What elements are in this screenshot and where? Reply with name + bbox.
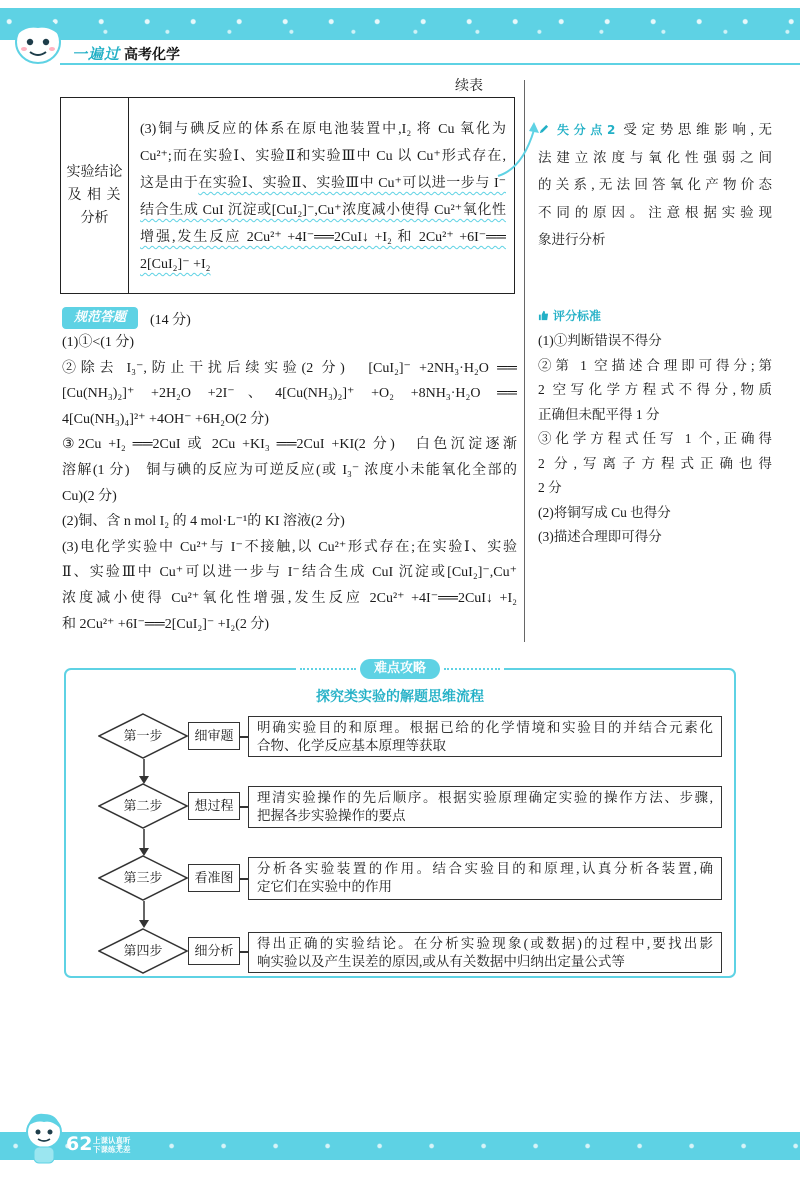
table-line-highlight: 结合生成 CuI 沉淀或[CuI₂]⁻,Cu⁺浓度减小使得 Cu²⁺氧化性 [140, 203, 506, 218]
step-description [248, 716, 722, 757]
scoring-line: (3)描述合理即可得分 [538, 529, 662, 544]
scoring-line: (2)将铜写成 Cu 也得分 [538, 504, 671, 520]
step-description-line: 把握各步实验操作的要点 [257, 807, 406, 823]
guide-title: 难点攻略 [360, 659, 440, 679]
answer-line: ②除去 I₃⁻,防止干扰后续实验(2 分) [CuI₂]⁻ +2NH₃·H₂O ══ [62, 360, 517, 376]
step-description [248, 857, 722, 900]
table-line [140, 252, 506, 279]
footer-motto-line: 下课练无差 [93, 1145, 131, 1154]
step-number: 第四步 [123, 943, 163, 958]
guide-subtitle: 探究类实验的解题思维流程 [316, 689, 484, 705]
error-note-line [538, 117, 772, 144]
scoring-title: 评分标准 [553, 309, 602, 323]
step-action: 想过程 [188, 792, 240, 820]
answer-line: (1)①<(1 分) [62, 335, 135, 350]
table-line [140, 144, 506, 171]
answer-line: Ⅱ、实验Ⅲ中 Cu⁺可以进一步与 I⁻结合生成 CuI 沉淀或[CuI₂]⁻,Cu⁺ [62, 565, 517, 581]
table-line-text: 这是由于 [140, 176, 199, 191]
step-connector [240, 736, 248, 738]
step-description-line: 响实验以及产生误差的原因,或从有关数据中归纳出定量公式等 [257, 953, 625, 969]
answer-line: 和 2Cu²⁺ +6I⁻══2[CuI₂]⁻ +I₂(2 分) [62, 616, 270, 632]
scoring-line: 2 空写化学方程式不得分,物质 [538, 382, 772, 397]
page-number: 62 [66, 1133, 93, 1155]
step-action: 细分析 [188, 937, 240, 965]
answer-line: [Cu(NH₃)₂]⁺ +2H₂O +2I⁻、4[Cu(NH₃)₂]⁺ +O₂ +8NH₃·H₂O ══ [62, 386, 517, 402]
table-line-text: Cu²⁺;而在实验Ⅰ、实验Ⅱ和实验Ⅲ中 Cu 以 Cu⁺形式存在, [140, 149, 506, 164]
step-description-line: 分析各实验装置的作用。结合实验目的和原理,认真分析各装置,确 [257, 861, 713, 876]
step-number: 第三步 [123, 870, 163, 885]
table-line-highlight: 2[CuI₂]⁻ +I₂ [140, 257, 211, 272]
table-line [140, 225, 506, 252]
table-line [140, 117, 506, 144]
step-connector [240, 878, 248, 880]
answer-line: Cu)(2 分) [62, 488, 117, 504]
step-description-line: 理清实验操作的先后顺序。根据实验原理确定实验的操作方法、步骤, [257, 790, 713, 805]
step-number: 第一步 [123, 728, 163, 743]
answer-score: (14 分) [150, 313, 191, 328]
error-note-text: 受定势思维影响,无 [623, 122, 772, 137]
step-action: 细审题 [188, 722, 240, 750]
step-action: 看准图 [188, 864, 240, 892]
scoring-line: 2 分,写离子方程式正确也得 [538, 455, 772, 471]
step-description [248, 786, 722, 828]
scoring-header [538, 307, 601, 325]
scoring-line: ②第 1 空描述合理即可得分;第 [538, 357, 772, 373]
down-arrow-icon [137, 759, 151, 784]
answer-line: (3)电化学实验中 Cu²⁺与 I⁻不接触,以 Cu²⁺形式存在;在实验Ⅰ、实验 [62, 539, 517, 555]
table-line-highlight: 增强,发生反应 2Cu²⁺ +4I⁻══2CuI↓ +I₂ 和 2Cu²⁺ +6I⁻══ [140, 230, 506, 245]
scoring-line: ③化学方程式任写 1 个,正确得 [538, 431, 772, 446]
footer-mascot-icon [20, 1110, 68, 1166]
table-line [140, 198, 506, 225]
brand-logo: 一遍过 [72, 45, 121, 63]
scoring-line: 正确但未配平得 1 分 [538, 406, 660, 422]
subject-title: 高考化学 [124, 47, 180, 63]
guide-title-dots-left [300, 668, 356, 670]
pointer-arrow-icon [488, 116, 542, 182]
pencil-icon [538, 124, 549, 135]
answer-badge: 规范答题 [62, 307, 138, 329]
guide-title-dots-right [444, 668, 500, 670]
answer-line: 溶解(1 分) 铜与碘的反应为可逆反应(或 I₃⁻ 浓度小未能氧化全部的 [62, 463, 517, 478]
scoring-line: 2 分 [538, 480, 562, 495]
answer-line: 浓度减小使得 Cu²⁺氧化性增强,发生反应 2Cu²⁺ +4I⁻══2CuI↓ +I₂ [62, 591, 517, 606]
down-arrow-icon [137, 901, 151, 928]
error-note-line: 不同的原因。注意根据实验现 [538, 204, 772, 220]
continued-label: 续表 [455, 79, 483, 94]
mascot-icon [10, 12, 66, 70]
header-band [0, 8, 800, 40]
table-line-text: (3)铜与碘反应的体系在原电池装置中,I₂ 将 Cu 氧化为 [140, 122, 506, 137]
scoring-line: (1)①判断错误不得分 [538, 333, 662, 348]
table-label-line: 及 相 关 [67, 188, 122, 203]
error-note-line: 法建立浓度与氧化性强弱之间 [538, 149, 772, 165]
footer-motto-line: 上课认真听 [93, 1136, 131, 1145]
table-line-highlight: 在实验Ⅰ、实验Ⅱ、实验Ⅲ中 Cu⁺可以进一步与 I⁻ [198, 176, 506, 191]
error-note-tag: 失分点2 [557, 123, 616, 137]
step-description-line: 得出正确的实验结论。在分析实验现象(或数据)的过程中,要找出影 [257, 936, 713, 951]
thumbs-up-icon [538, 310, 549, 321]
answer-line: ③2Cu +I₂ ══2CuI 或 2Cu +KI₃ ══2CuI +KI(2 分) 白色沉淀逐渐 [62, 437, 517, 453]
error-note-line: 象进行分析 [538, 232, 606, 247]
step-connector [240, 806, 248, 808]
step-description-line: 合物、化学反应基本原理等获取 [257, 737, 446, 753]
table-label-line: 分析 [80, 211, 109, 226]
footer-motto [93, 1136, 131, 1154]
answer-line: (2)铜、含 n mol I₂ 的 4 mol·L⁻¹的 KI 溶液(2 分) [62, 514, 345, 530]
step-description [248, 932, 722, 973]
down-arrow-icon [137, 829, 151, 856]
table-line [140, 171, 506, 198]
step-description-line: 定它们在实验中的作用 [257, 878, 392, 894]
table-label-line: 实验结论 [66, 165, 123, 180]
error-note-line: 的关系,无法回答氧化产物价态 [538, 177, 772, 192]
step-description-line: 明确实验目的和原理。根据已给的化学情境和实验目的并结合元素化 [257, 720, 713, 735]
answer-line: 4[Cu(NH₃)₄]²⁺ +4OH⁻ +6H₂O(2 分) [62, 411, 269, 427]
step-number: 第二步 [123, 798, 163, 813]
table-label-cell [61, 98, 129, 293]
step-connector [240, 951, 248, 953]
